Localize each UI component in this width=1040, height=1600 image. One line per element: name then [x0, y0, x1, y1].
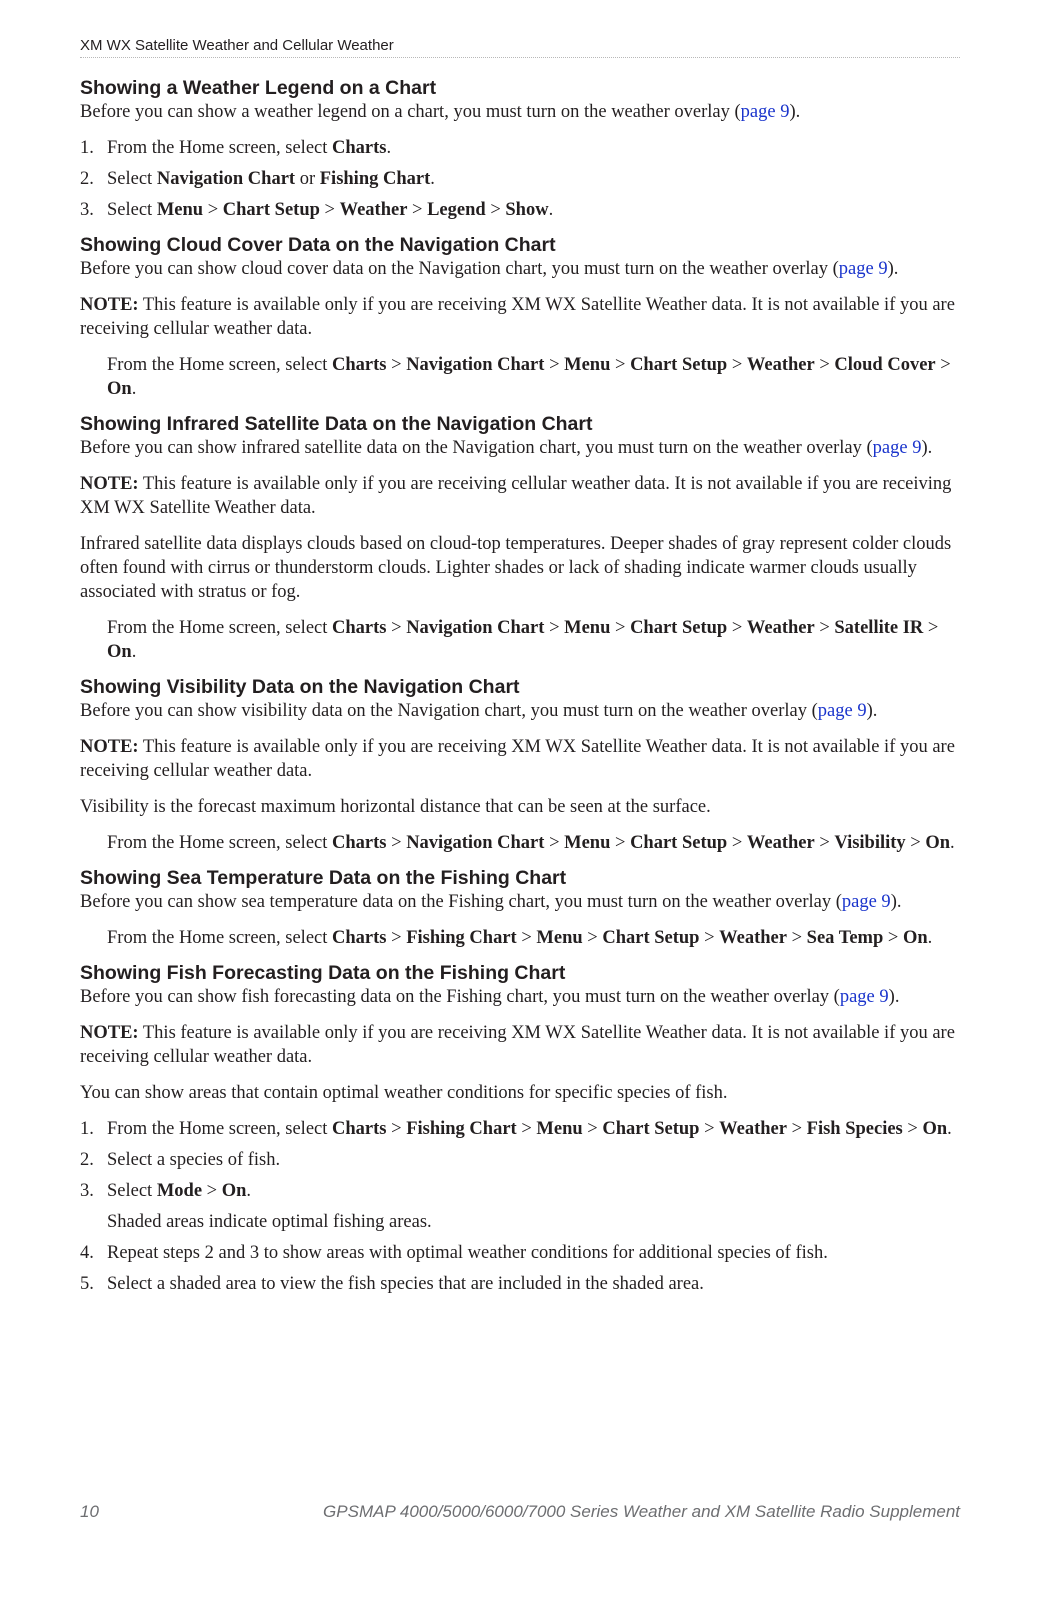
path-sea-temp: From the Home screen, select Charts > Fishing Chart > Menu > Chart Setup > Weather > Sea Temp > On. — [107, 928, 933, 948]
heading-cloud-cover: Showing Cloud Cover Data on the Navigation Chart — [80, 234, 556, 256]
list-item: 2. Select Navigation Chart or Fishing Chart. — [80, 169, 435, 189]
header-divider — [80, 57, 960, 58]
heading-fish-forecasting: Showing Fish Forecasting Data on the Fishing Chart — [80, 962, 566, 984]
intro-infrared: Before you can show infrared satellite data on the Navigation chart, you must turn on the weather overlay (page 9). — [80, 438, 933, 458]
list-item: 4. Repeat steps 2 and 3 to show areas with optimal weather conditions for additional species of fish. — [80, 1243, 828, 1263]
heading-infrared: Showing Infrared Satellite Data on the Navigation Chart — [80, 413, 593, 435]
body-visibility: Visibility is the forecast maximum horizontal distance that can be seen at the surface. — [80, 797, 711, 817]
page-link[interactable]: page 9 — [839, 987, 889, 1007]
intro-visibility: Before you can show visibility data on the Navigation chart, you must turn on the weather overlay (page 9). — [80, 701, 878, 721]
note-visibility: NOTE: This feature is available only if you are receiving XM WX Satellite Weather data. It is not available if you are receiving cellular weather data. — [80, 737, 955, 781]
path-cloud-cover: From the Home screen, select Charts > Navigation Chart > Menu > Chart Setup > Weather > Cloud Cover > On. — [107, 355, 951, 399]
step-result: Shaded areas indicate optimal fishing areas. — [107, 1212, 432, 1232]
page-link[interactable]: page 9 — [838, 259, 888, 279]
list-item: 1. From the Home screen, select Charts > Fishing Chart > Menu > Chart Setup > Weather > Fish Species > On. — [80, 1119, 952, 1139]
intro-sea-temp: Before you can show sea temperature data on the Fishing chart, you must turn on the weather overlay (page 9). — [80, 892, 902, 912]
heading-sea-temp: Showing Sea Temperature Data on the Fishing Chart — [80, 867, 567, 889]
path-infrared: From the Home screen, select Charts > Navigation Chart > Menu > Chart Setup > Weather > Satellite IR > On. — [107, 618, 939, 662]
page-link[interactable]: page 9 — [817, 701, 867, 721]
intro-fish-forecasting: Before you can show fish forecasting data on the Fishing chart, you must turn on the weather overlay (page 9). — [80, 987, 900, 1007]
list-item: 2. Select a species of fish. — [80, 1150, 281, 1170]
steps-fish-forecasting — [80, 1117, 960, 1296]
heading-visibility: Showing Visibility Data on the Navigation Chart — [80, 676, 520, 698]
note-fish-forecasting: NOTE: This feature is available only if you are receiving XM WX Satellite Weather data. It is not available if you are receiving cellular weather data. — [80, 1023, 955, 1067]
list-item: 5. Select a shaded area to view the fish species that are included in the shaded area. — [80, 1274, 704, 1294]
page-link[interactable]: page 9 — [841, 892, 891, 912]
running-header: XM WX Satellite Weather and Cellular Weather — [80, 37, 394, 54]
list-item: 3. Select Menu > Chart Setup > Weather > Legend > Show. — [80, 200, 554, 220]
intro-cloud-cover: Before you can show cloud cover data on the Navigation chart, you must turn on the weather overlay (page 9). — [80, 259, 899, 279]
list-item: 3. Select Mode > On. Shaded areas indicate optimal fishing areas. — [80, 1179, 960, 1234]
page-number: 10 — [80, 1502, 99, 1521]
body-infrared: Infrared satellite data displays clouds based on cloud-top temperatures. Deeper shades of gray represent colder clouds often found with cirrus or thunderstorm clouds. Lighter shades or lack of shading indicate warmer clouds usually associated with stratus or fog. — [80, 534, 952, 602]
body-fish-forecasting: You can show areas that contain optimal weather conditions for specific species of fish. — [80, 1083, 728, 1103]
note-infrared: NOTE: This feature is available only if you are receiving cellular weather data. It is not available if you are receiving XM WX Satellite Weather data. — [80, 474, 952, 518]
intro-weather-legend: Before you can show a weather legend on a chart, you must turn on the weather overlay (page 9). — [80, 102, 801, 122]
note-cloud-cover: NOTE: This feature is available only if you are receiving XM WX Satellite Weather data. It is not available if you are receiving cellular weather data. — [80, 295, 955, 339]
page-link[interactable]: page 9 — [872, 438, 922, 458]
manual-title: GPSMAP 4000/5000/6000/7000 Series Weather and XM Satellite Radio Supplement — [323, 1502, 960, 1521]
page-content — [80, 77, 960, 1308]
steps-weather-legend — [80, 136, 960, 222]
page-link[interactable]: page 9 — [740, 102, 790, 122]
path-visibility: From the Home screen, select Charts > Navigation Chart > Menu > Chart Setup > Weather > Visibility > On. — [107, 833, 955, 853]
list-item: 1. From the Home screen, select Charts. — [80, 138, 392, 158]
heading-weather-legend: Showing a Weather Legend on a Chart — [80, 77, 437, 99]
